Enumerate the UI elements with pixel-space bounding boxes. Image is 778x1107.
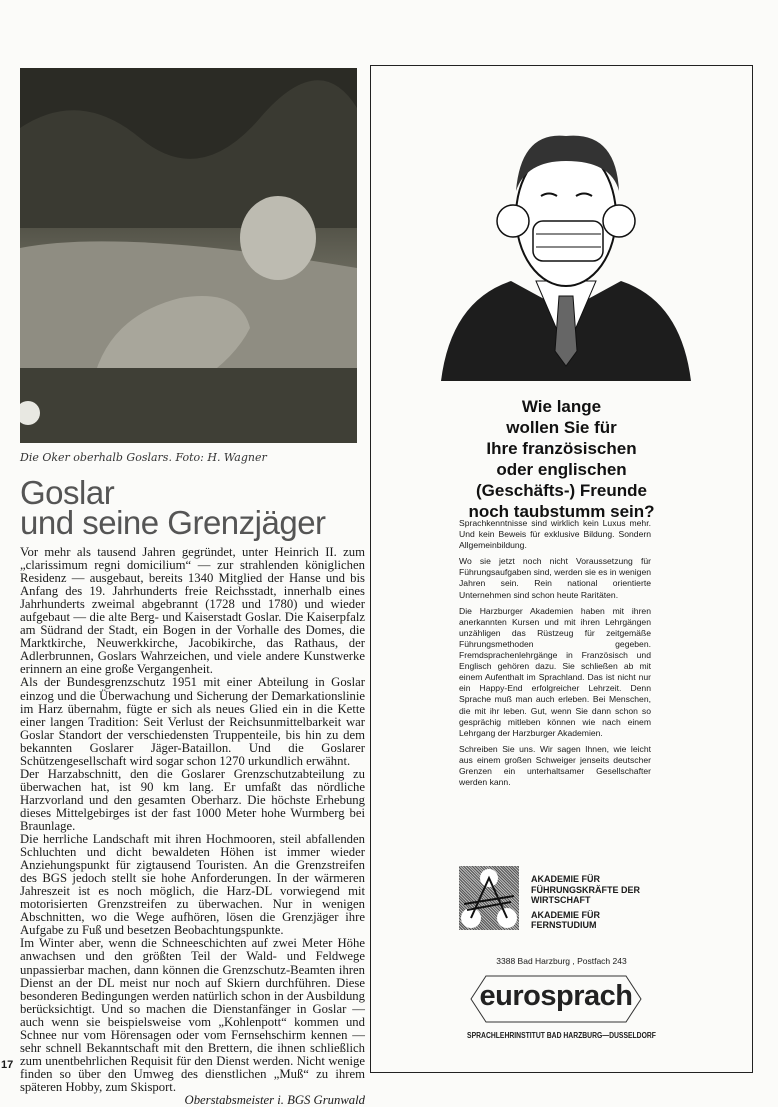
paragraph: Die herrliche Landschaft mit ihren Hochmooren, steil abfallenden Schluchten und dicht bewaldeten Höhen ist immer wieder Anziehungspunkt für zigtausend Touristen. An die Grenzstreifen des BGS jedoch stellt sie hohe Anforderungen. In der wärmeren Jahreszeit ist es noch möglich, die Harz-DL vorwiegend mit motorisierten Grenzstreifen zu überwachen. Nur in wenigen Abschnitten, wo die Wege aufhören, lösen die Grenzjäger ihre Aufgabe zu Fuß und besetzen Beobachtungspunkte. [20, 832, 365, 938]
gagged-businessman-illustration [441, 111, 691, 381]
address: 3388 Bad Harzburg , Postfach 243 [496, 956, 627, 966]
article-title [20, 474, 326, 541]
academy-names [531, 874, 641, 931]
article-body [20, 546, 365, 1107]
advertisement [370, 65, 753, 1073]
headline-line: noch taubstumm sein? [468, 502, 655, 521]
page-number: 17 [1, 1059, 14, 1071]
headline-line: oder englischen [496, 460, 627, 479]
ad-paragraph: Die Harzburger Akademien haben mit ihren anerkannten Kursen und mit ihren Lehrgängen unzähligen das Rüstzeug für zeitgemäße Führungsmethoden gegeben. Fremdsprachenlehrgänge in Französisch und Englisch gehören dazu. Sie schließen ab mit einem Aufenthalt im Sprachland. Das ist nicht nur ein Happy-End erfolgreicher Lehrzeit. Denn Sprache muß man auch erleben. Bei Menschen, die mit ihr leben. Gut, wenn Sie dann schon so gesprächig mitleben können wie nach einem Lehrgang der Harzburger Akademien. [459, 605, 651, 738]
ad-paragraph: Wo sie jetzt noch nicht Voraussetzung für Führungsaufgaben sind, werden sie es in wenigen Jahren sein. Rein national orientierte Unternehmen sind schon heute Raritäten. [459, 556, 651, 600]
river-photo-image [20, 68, 357, 443]
paragraph: Im Winter aber, wenn die Schneeschichten auf zwei Meter Höhe anwachsen und den größten Teil der Wald- und Feldwege unpassierbar machen, dann können die Grenzschutz-Beamten ihren Dienst an der DL meist nur noch auf Skiern durchführen. Diese besonderen Bedingungen werden natürlich schon in der Ausbildung berücksichtigt. Und so machen die Dienstanfänger in Goslar — auch wenn sie beispielsweise vom „Kohlenpott“ kommen und Schnee nur vom Hörensagen oder vom Fernsehschirm kennen — sehr schnell Bekanntschaft mit den Brettern, die ihnen schließlich zum unentbehrlichen Requisit für den Dienst werden. Nicht wenige finden so über den Umweg des dienstlichen „Muß“ zu ihrem späteren Hobby, zum Skisport. [20, 936, 365, 1094]
academy-1: AKADEMIE FÜR FÜHRUNGSKRÄFTE DER WIRTSCHAFT [531, 874, 640, 905]
headline-line: (Geschäfts-) Freunde [476, 481, 647, 500]
institute-name: SPRACHLEHRINSTITUT BAD HARZBURG—DUSSELDORF [467, 1031, 656, 1040]
ad-headline [371, 396, 752, 522]
title-line-1: Goslar [20, 474, 115, 511]
brand-name: eurosprach [479, 980, 633, 1012]
paragraph: Der Harzabschnitt, den die Goslarer Grenzschutzabteilung zu überwachen hat, ist 90 km lang. Er umfaßt das nördliche Harzvorland und den gesamten Oberharz. Die höchste Erhebung dieses Mittelgebirges ist der fast 1000 Meter hohe Wurmberg bei Braunlage. [20, 766, 365, 833]
ad-paragraph: Sprachkenntnisse sind wirklich kein Luxus mehr. Und kein Beweis für exklusive Bildung. Sondern Allgemeinbildung. [459, 518, 651, 551]
paragraph: Vor mehr als tausend Jahren gegründet, unter Heinrich II. zum „clarissimum regni domicilium“ — zur strahlenden königlichen Residenz — ausgebaut, bereits 1340 Mitglied der Hanse und bis Anfang des 19. Jahrhunderts freie Reichsstadt, innerhalb eines Jahrhunderts zweimal abgebrannt (1728 und 1780) und wieder aufgebaut — die alte Berg- und Kaiserstadt Goslar. Die Kaiserpfalz am Südrand der Stadt, ein Bogen in der Vorhalle des Domes, die Marktkirche, Neuwerkkirche, Jacobikirche, das Rathaus, der Adlerbrunnen, Goslars Wahrzeichen, und viele andere Kunstwerke erinnern an eine große Vergangenheit. [20, 545, 365, 677]
paragraph: Als der Bundesgrenzschutz 1951 mit einer Abteilung in Goslar einzog und die Überwachung und Sicherung der Demarkationslinie im Harz übernahm, fügte er sich als neues Glied ein in die Kette einer langen Tradition: Seit Verlust der Reichsunmittelbarkeit war Goslar Standort der verschiedensten Truppenteile, bis hin zu dem bekannten Goslarer Jäger-Bataillon. Und die Goslarer Schützengesellschaft wird sogar schon 1270 urkundlich erwähnt. [20, 675, 365, 768]
river-photo [20, 68, 357, 443]
ad-body [459, 518, 651, 793]
headline-line: wollen Sie für [506, 418, 617, 437]
akademie-logo-icon [459, 866, 519, 930]
headline-line: Ihre französischen [486, 439, 637, 458]
author: Oberstabsmeister i. BGS Grunwald [184, 1092, 365, 1107]
title-line-2: und seine Grenzjäger [20, 504, 326, 541]
headline-line: Wie lange [521, 397, 602, 416]
ad-paragraph: Schreiben Sie uns. Wir sagen Ihnen, wie leicht aus einem großen Schweiger jenseits deutscher Grenzen ein unterhaltsamer Gesellschafter werden kann. [459, 743, 651, 788]
eurosprach-logo [456, 974, 656, 1024]
academy-2: AKADEMIE FÜR FERNSTUDIUM [531, 909, 600, 930]
photo-caption: Die Oker oberhalb Goslars. Foto: H. Wagner [20, 451, 267, 464]
